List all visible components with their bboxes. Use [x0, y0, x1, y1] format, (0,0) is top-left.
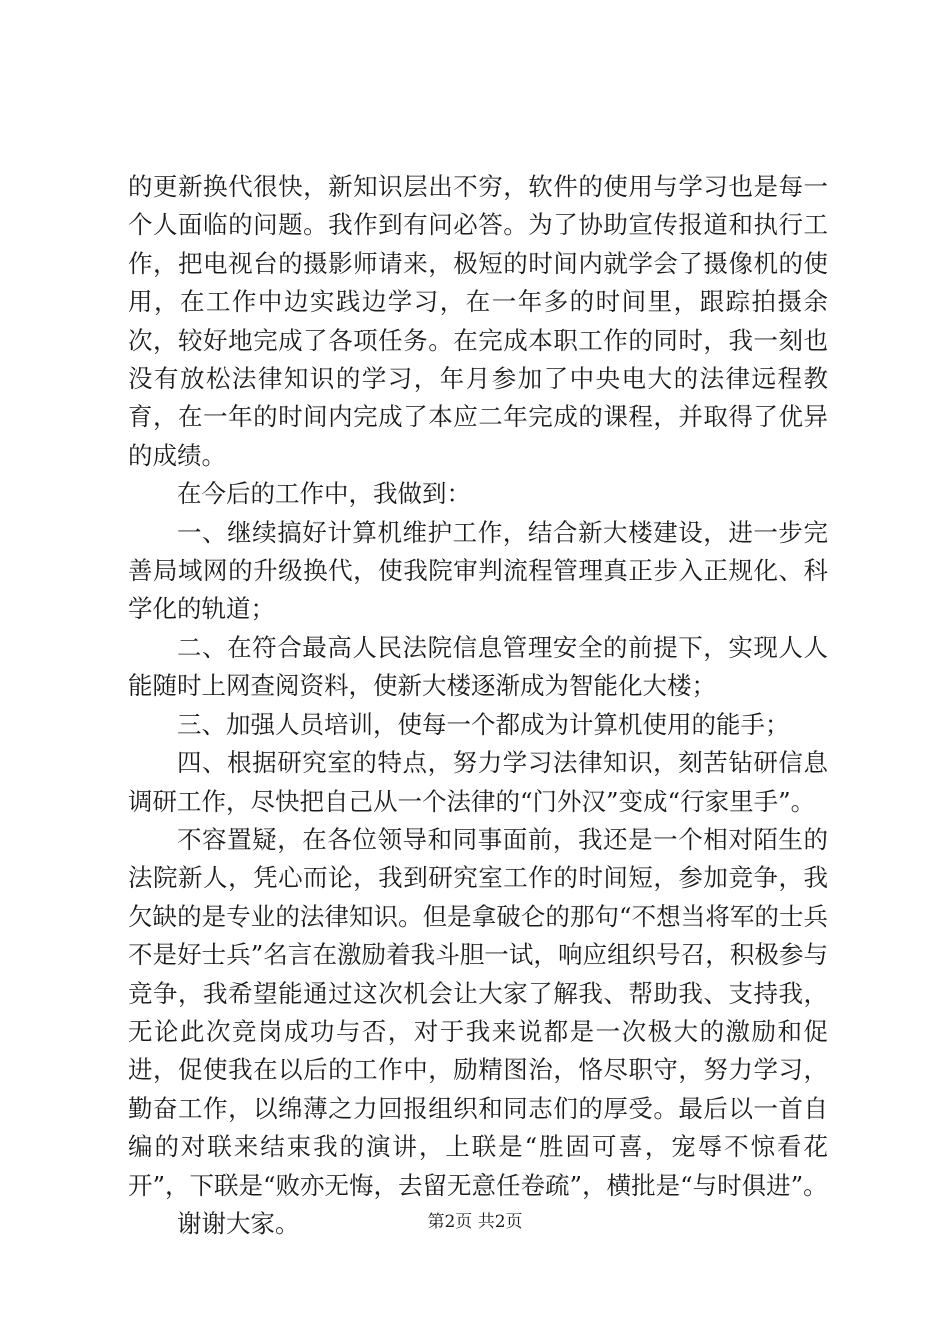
- paragraph-item-four: 四、根据研究室的特点，努力学习法律知识，刻苦钻研信息调研工作，尽快把自己从一个法律的“门外汉”变成“行家里手”。: [128, 748, 828, 816]
- document-body: [128, 168, 828, 1243]
- paragraph-closing-statement: 不容置疑，在各位领导和同事面前，我还是一个相对陌生的法院新人，凭心而论，我到研究室工作的时间短，参加竞争，我欠缺的是专业的法律知识。但是拿破仑的那句“不想当将军的士兵不是好士兵”名言在激励着我斗胆一试，响应组织号召，积极参与竞争，我希望能通过这次机会让大家了解我、帮助我、支持我，无论此次竞岗成功与否，对于我来说都是一次极大的激励和促进，促使我在以后的工作中，励精图治，恪尽职守，努力学习，勤奋工作，以绵薄之力回报组织和同志们的厚受。最后以一首自编的对联来结束我的演讲，上联是“胜固可喜，宠辱不惊看花开”，下联是“败亦无悔，去留无意任卷疏”，横批是“与时俱进”。: [128, 824, 828, 1200]
- paragraph-continued-text: 的更新换代很快，新知识层出不穷，软件的使用与学习也是每一个人面临的问题。我作到有问必答。为了协助宣传报道和执行工作，把电视台的摄影师请来，极短的时间内就学会了摄像机的使用，在工作中边实践边学习，在一年多的时间里，跟踪拍摄余次，较好地完成了各项任务。在完成本职工作的同时，我一刻也没有放松法律知识的学习，年月参加了中央电大的法律远程教育，在一年的时间内完成了本应二年完成的课程，并取得了优异的成绩。: [128, 172, 828, 470]
- paragraph-future-work-intro: 在今后的工作中，我做到：: [177, 479, 471, 509]
- paragraph-item-one: 一、继续搞好计算机维护工作，结合新大楼建设，进一步完善局域网的升级换代，使我院审判流程管理真正步入正规化、科学化的轨道；: [128, 517, 828, 624]
- paragraph-item-three: 三、加强人员培训，使每一个都成为计算机使用的能手；: [177, 709, 790, 739]
- paragraph-item-two: 二、在符合最高人民法院信息管理安全的前提下，实现人人能随时上网查阅资料，使新大楼逐渐成为智能化大楼；: [128, 632, 828, 701]
- page-number-footer: 第2页 共2页: [427, 1212, 523, 1232]
- paragraph-thanks: 谢谢大家。: [177, 1208, 300, 1238]
